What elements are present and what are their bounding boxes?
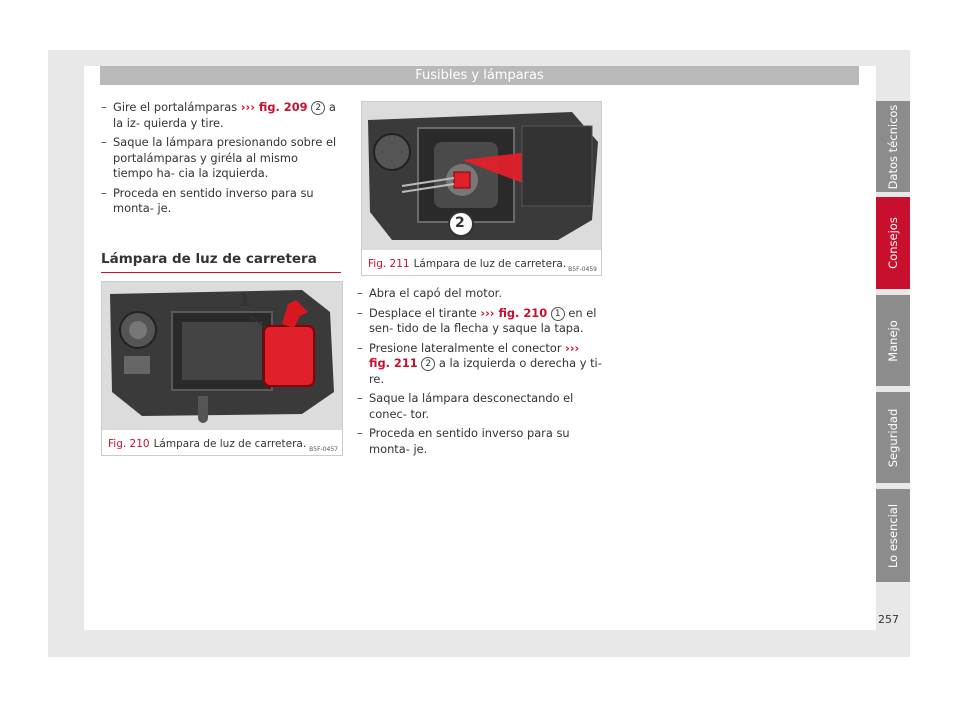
figure-caption: Fig. 210 Lámpara de luz de carretera. (108, 438, 307, 450)
section-header: Fusibles y lámparas (100, 66, 859, 85)
headlight-bulb-illustration (362, 102, 601, 250)
figure-link[interactable]: ››› fig. 211 (369, 340, 580, 370)
tab-seguridad[interactable]: Seguridad (876, 392, 910, 483)
figure-number: Fig. 210 (108, 438, 150, 450)
headlight-illustration (362, 102, 601, 250)
instructions-column-2 (357, 286, 602, 461)
list-item: – Saque la lámpara desconectando el conec- tor. (357, 391, 574, 421)
callout-number: 2 (311, 101, 325, 115)
dash-bullet: – (357, 340, 363, 355)
headlight-illustration (102, 282, 342, 430)
callout-number: 1 (551, 307, 565, 321)
dash-bullet: – (101, 100, 107, 114)
figure-caption: Fig. 211 Lámpara de luz de carretera. (368, 258, 567, 270)
page-number: 257 (878, 613, 899, 626)
dash-bullet: – (357, 286, 363, 300)
list-item: – Presione lateralmente el conector ››› fig. 211 2 a la izquierda o derecha y ti- re. (357, 340, 602, 386)
figure-211 (361, 101, 602, 276)
tab-datos-tecnicos[interactable]: Datos técnicos (876, 101, 910, 192)
tab-manejo[interactable]: Manejo (876, 295, 910, 386)
figure-link[interactable]: ››› fig. 210 (480, 305, 548, 320)
instructions-column-1 (101, 100, 341, 221)
list-item: – Proceda en sentido inverso para su monta- je. (101, 185, 314, 215)
callout-number: 2 (421, 357, 435, 371)
callout-number: 1 (238, 290, 251, 311)
callout-number: 2 (455, 215, 465, 231)
list-item: – Gire el portalámparas ››› fig. 209 2 a la iz- quierda y tire. (101, 100, 336, 130)
figure-210 (101, 281, 343, 456)
list-item: – Saque la lámpara presionando sobre el portalámparas y giréla al mismo tiempo ha- cia la izquierda. (101, 135, 337, 180)
figure-code: B5F-0459 (568, 266, 597, 273)
figure-link[interactable]: ››› fig. 209 (240, 100, 308, 114)
list-item: – Proceda en sentido inverso para su monta- je. (357, 426, 570, 456)
dash-bullet: – (357, 391, 363, 405)
dash-bullet: – (357, 426, 363, 440)
figure-code: B5F-0457 (309, 446, 338, 453)
dash-bullet: – (357, 305, 363, 320)
section-heading: Lámpara de luz de carretera (101, 251, 341, 273)
figure-number: Fig. 211 (368, 258, 410, 270)
tab-consejos[interactable]: Consejos (876, 197, 910, 289)
list-item: – Desplace el tirante ››› fig. 210 1 en el sen- tido de la flecha y saque la tapa. (357, 305, 597, 335)
dash-bullet: – (101, 185, 107, 200)
headlight-cover-illustration (102, 282, 342, 430)
list-item: – Abra el capó del motor. (357, 286, 502, 300)
dash-bullet: – (101, 135, 107, 149)
tab-lo-esencial[interactable]: Lo esencial (876, 489, 910, 582)
